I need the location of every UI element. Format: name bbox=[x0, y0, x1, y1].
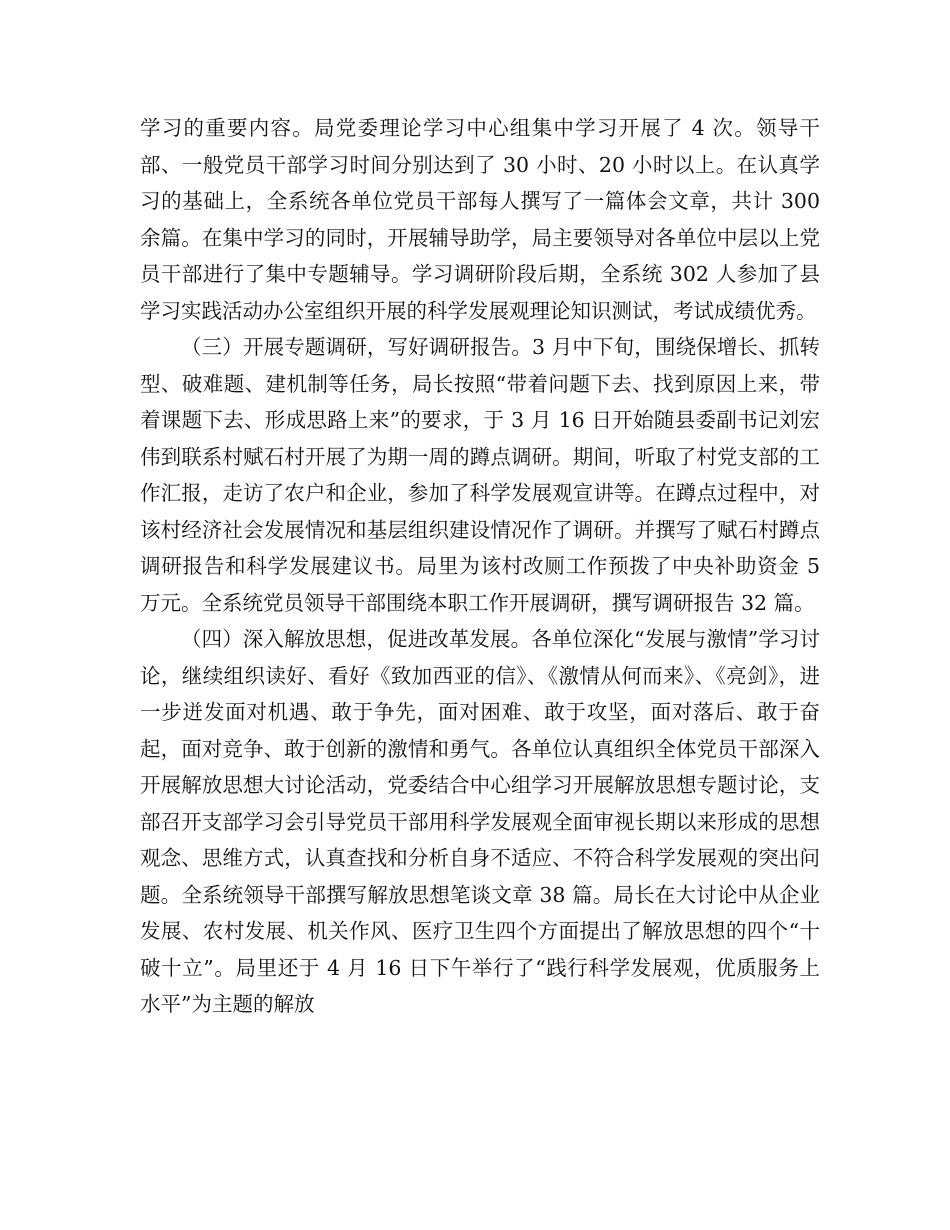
paragraph-emancipate-thinking: （四）深入解放思想，促进改革发展。各单位深化“发展与激情”学习讨论，继续组织读好、看好《致加西亚的信》、《激情从何而来》、《亮剑》，进一步迸发面对机遇、敢于争先，面对困难、敢于攻坚，面对落后、敢于奋起，面对竞争、敢于创新的激情和勇气。各单位认真组织全体党员干部深入开展解放思想大讨论活动，党委结合中心组学习开展解放思想专题讨论，支部召开支部学习会引导党员干部用科学发展观全面审视长期以来形成的思想观念、思维方式，认真查找和分析自身不适应、不符合科学发展观的突出问题。全系统领导干部撰写解放思想笔谈文章 38 篇。局长在大讨论中从企业发展、农村发展、机关作风、医疗卫生四个方面提出了解放思想的四个“十破十立”。局里还于 4 月 16 日下午举行了“践行科学发展观，优质服务上水平”为主题的解放 bbox=[140, 627, 820, 1016]
paragraph-special-research: （三）开展专题调研，写好调研报告。3 月中下旬，围绕保增长、抓转型、破难题、建机制等任务，局长按照“带着问题下去、找到原因上来，带着课题下去、形成思路上来”的要求，于 3 月 16 日开始随县委副书记刘宏伟到联系村赋石村开展了为期一周的蹲点调研。期间，听取了村党支部的工作汇报，走访了农户和企业，参加了科学发展观宣讲等。在蹲点过程中，对该村经济社会发展情况和基层组织建设情况作了调研。并撰写了赋石村蹲点调研报告和科学发展建议书。局里为该村改厕工作预拨了中央补助资金 5 万元。全系统党员领导干部围绕本职工作开展调研，撰写调研报告 32 篇。 bbox=[140, 335, 820, 615]
document-body bbox=[140, 110, 820, 1023]
paragraph-study-content: 学习的重要内容。局党委理论学习中心组集中学习开展了 4 次。领导干部、一般党员干部学习时间分别达到了 30 小时、20 小时以上。在认真学习的基础上，全系统各单位党员干部每人撰写了一篇体会文章，共计 300 余篇。在集中学习的同时，开展辅导助学，局主要领导对各单位中层以上党员干部进行了集中专题辅导。学习调研阶段后期，全系统 302 人参加了县学习实践活动办公室组织开展的科学发展观理论知识测试，考试成绩优秀。 bbox=[140, 116, 820, 323]
